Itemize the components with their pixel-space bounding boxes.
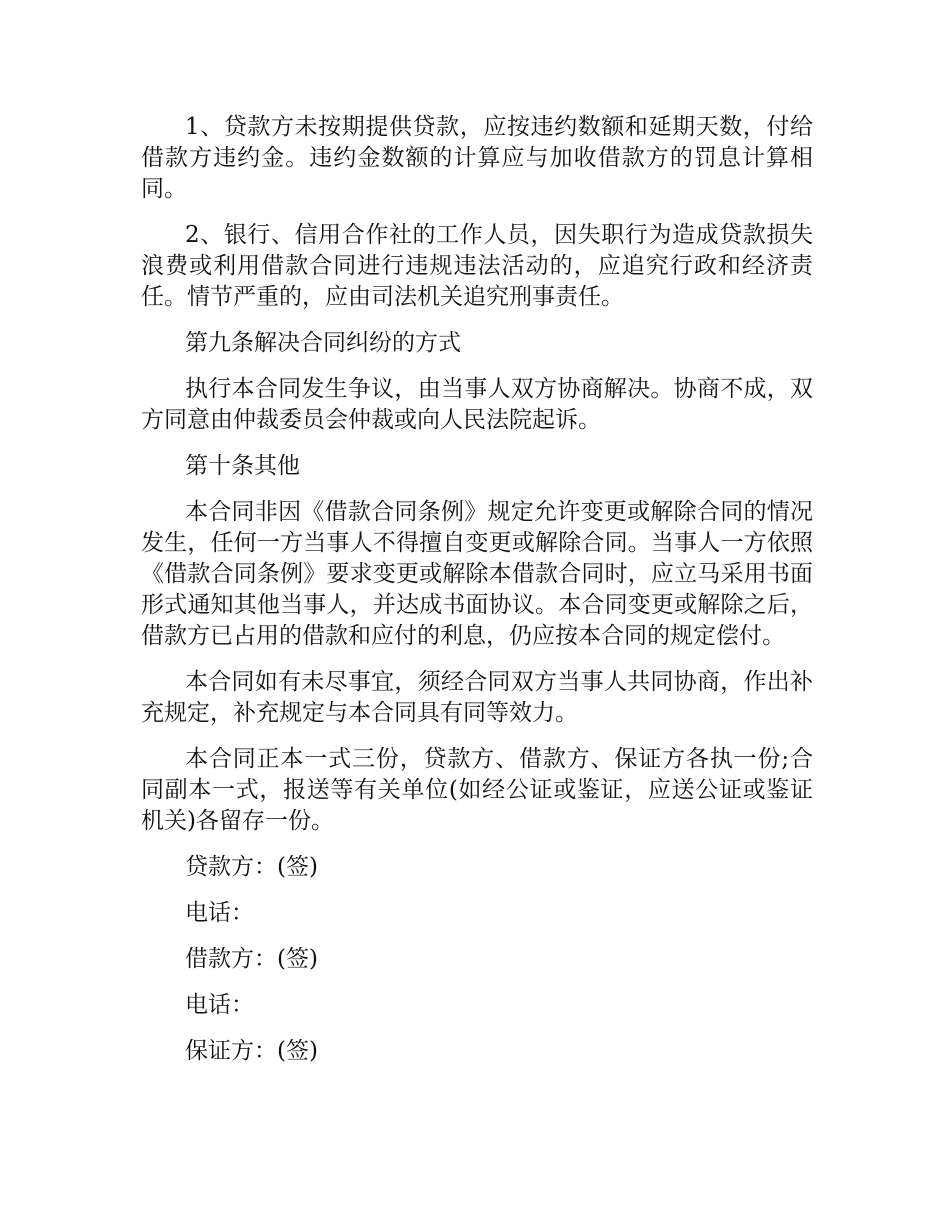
signature-block: [141, 852, 813, 1067]
paragraph-lender-default: 1、贷款方未按期提供贷款，应按违约数额和延期天数，付给借款方违约金。违约金数额的计算应与加收借款方的罚息计算相同。: [141, 114, 813, 202]
article-10-paragraph-modification: 本合同非因《借款合同条例》规定允许变更或解除合同的情况发生，任何一方当事人不得擅自变更或解除合同。当事人一方依照《借款合同条例》要求变更或解除本借款合同时，应立马采用书面形式通知其他当事人，并达成书面协议。本合同变更或解除之后，借款方已占用的借款和应付的利息，仍应按本合同的规定偿付。: [141, 499, 813, 649]
guarantor-signature-line: 保证方：(签): [185, 1038, 318, 1064]
borrower-phone-line: 电话：: [185, 992, 254, 1018]
borrower-signature-line: 借款方：(签): [185, 946, 318, 972]
paragraph-staff-liability: 2、银行、信用合作社的工作人员，因失职行为造成贷款损失浪费或利用借款合同进行违规违法活动的，应追究行政和经济责任。情节严重的，应由司法机关追究刑事责任。: [141, 222, 813, 310]
article-9-heading: 第九条解决合同纠纷的方式: [185, 330, 461, 356]
article-10-paragraph-copies: 本合同正本一式三份，贷款方、借款方、保证方各执一份;合同副本一式，报送等有关单位(如经公证或鉴证，应送公证或鉴证机关)各留存一份。: [141, 746, 813, 834]
document-page: [141, 112, 813, 1082]
lender-signature-line: 贷款方：(签): [185, 854, 318, 880]
lender-phone-line: 电话：: [185, 900, 254, 926]
article-10-paragraph-supplement: 本合同如有未尽事宜，须经合同双方当事人共同协商，作出补充规定，补充规定与本合同具有同等效力。: [141, 669, 813, 726]
article-10-heading: 第十条其他: [185, 453, 300, 479]
article-9-body: 执行本合同发生争议，由当事人双方协商解决。协商不成，双方同意由仲裁委员会仲裁或向人民法院起诉。: [141, 376, 813, 433]
